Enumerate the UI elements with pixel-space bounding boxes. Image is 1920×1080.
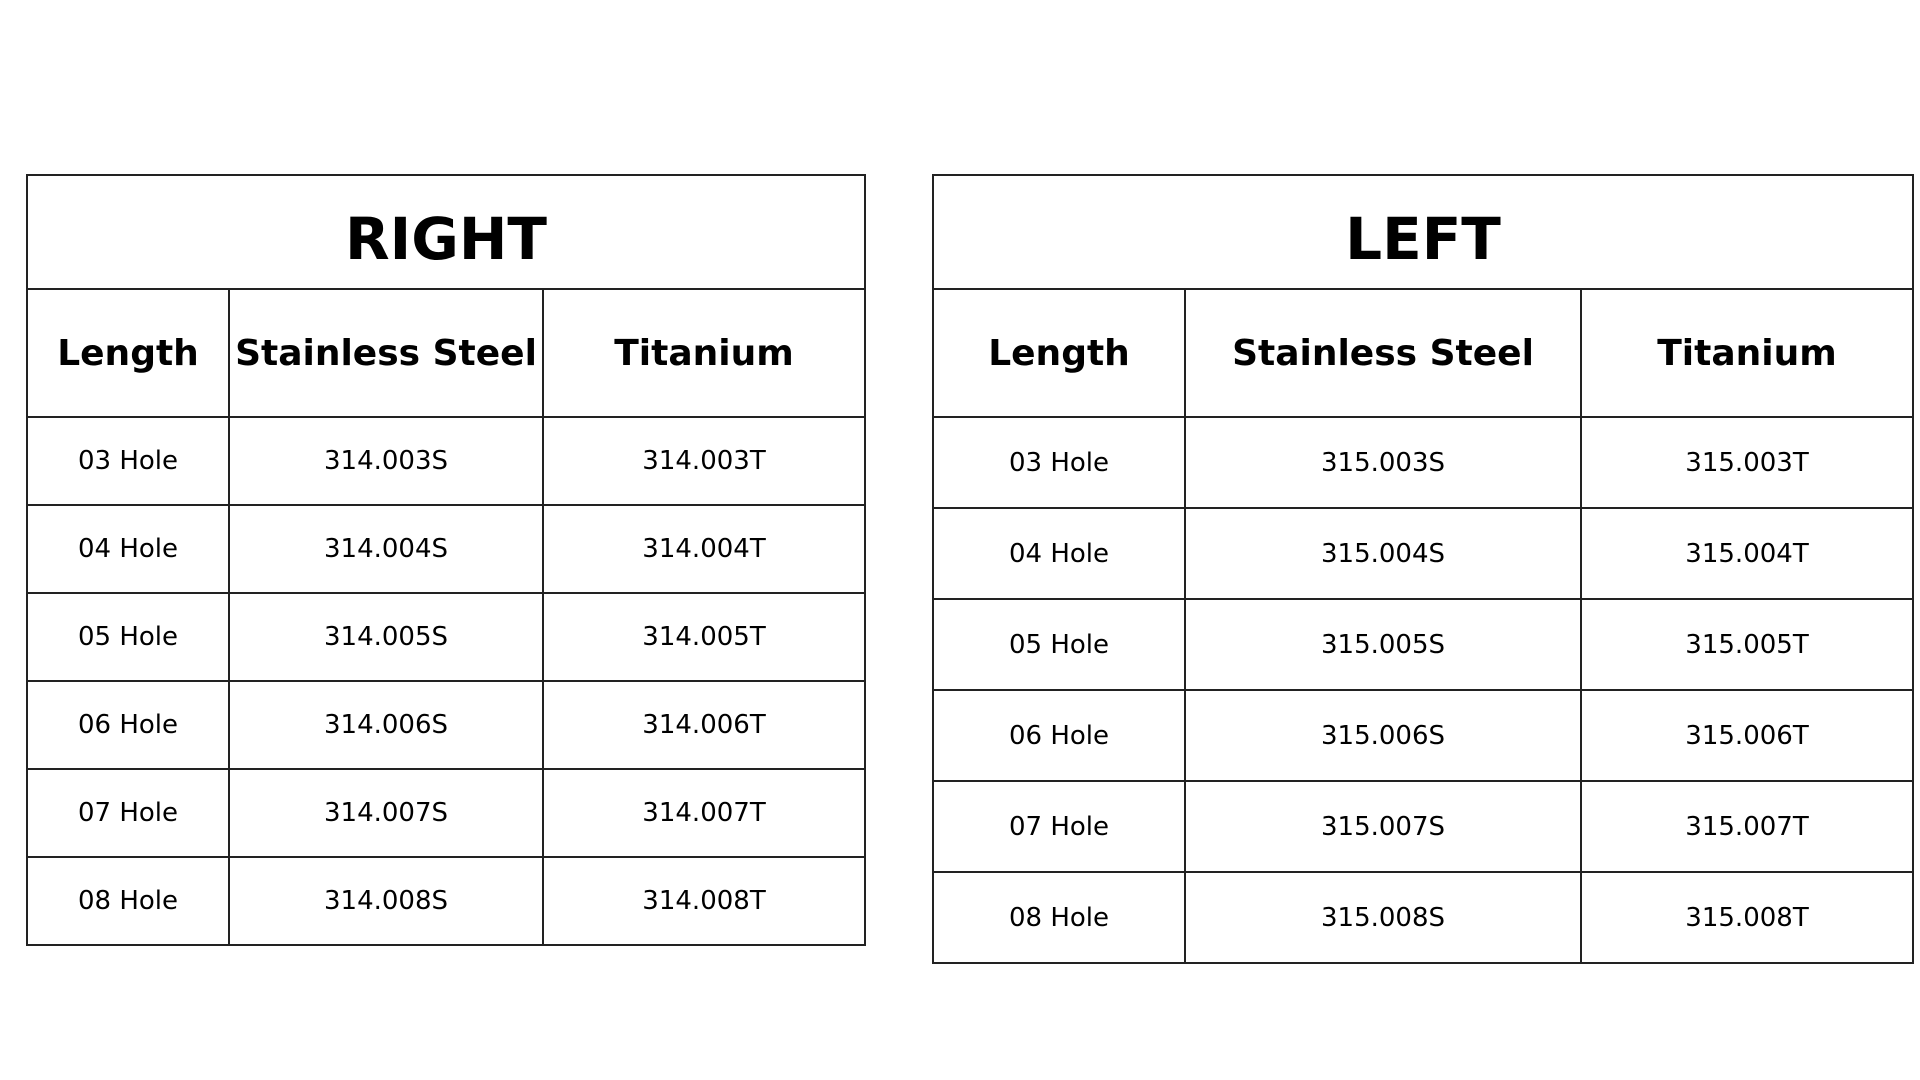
length-cell: 06 Hole	[27, 681, 229, 769]
stainless-steel-cell: 315.004S	[1185, 508, 1581, 599]
titanium-cell: 315.004T	[1581, 508, 1913, 599]
column-header-stainless-steel: Stainless Steel	[229, 289, 543, 417]
stainless-steel-cell: 314.008S	[229, 857, 543, 945]
titanium-cell: 314.008T	[543, 857, 865, 945]
stainless-steel-cell: 314.006S	[229, 681, 543, 769]
stainless-steel-cell: 315.003S	[1185, 417, 1581, 508]
table-title-row	[933, 175, 1913, 289]
length-cell: 08 Hole	[933, 872, 1185, 963]
table-row	[27, 857, 865, 945]
titanium-cell: 315.006T	[1581, 690, 1913, 781]
column-header-length: Length	[27, 289, 229, 417]
stainless-steel-cell: 314.007S	[229, 769, 543, 857]
table-row	[27, 681, 865, 769]
titanium-cell: 314.006T	[543, 681, 865, 769]
table-title: LEFT	[933, 175, 1913, 289]
table-row	[27, 417, 865, 505]
titanium-cell: 315.007T	[1581, 781, 1913, 872]
length-cell: 05 Hole	[27, 593, 229, 681]
titanium-cell: 314.005T	[543, 593, 865, 681]
table-row	[933, 417, 1913, 508]
stainless-steel-cell: 315.006S	[1185, 690, 1581, 781]
table-row	[933, 508, 1913, 599]
stainless-steel-cell: 315.007S	[1185, 781, 1581, 872]
stainless-steel-cell: 314.005S	[229, 593, 543, 681]
titanium-cell: 314.004T	[543, 505, 865, 593]
stainless-steel-cell: 314.004S	[229, 505, 543, 593]
length-cell: 07 Hole	[27, 769, 229, 857]
table-title: RIGHT	[27, 175, 865, 289]
titanium-cell: 315.008T	[1581, 872, 1913, 963]
right-table-container	[26, 174, 866, 946]
titanium-cell: 314.003T	[543, 417, 865, 505]
table-title-row	[27, 175, 865, 289]
length-cell: 07 Hole	[933, 781, 1185, 872]
stainless-steel-cell: 315.005S	[1185, 599, 1581, 690]
table-row	[27, 769, 865, 857]
column-header-titanium: Titanium	[1581, 289, 1913, 417]
length-cell: 06 Hole	[933, 690, 1185, 781]
stainless-steel-cell: 315.008S	[1185, 872, 1581, 963]
titanium-cell: 314.007T	[543, 769, 865, 857]
table-row	[27, 505, 865, 593]
table-header-row	[933, 289, 1913, 417]
column-header-titanium: Titanium	[543, 289, 865, 417]
column-header-stainless-steel: Stainless Steel	[1185, 289, 1581, 417]
left-table-container	[932, 174, 1914, 964]
table-row	[933, 781, 1913, 872]
column-header-length: Length	[933, 289, 1185, 417]
table-row	[933, 690, 1913, 781]
titanium-cell: 315.005T	[1581, 599, 1913, 690]
length-cell: 04 Hole	[933, 508, 1185, 599]
table-header-row	[27, 289, 865, 417]
length-cell: 03 Hole	[933, 417, 1185, 508]
stainless-steel-cell: 314.003S	[229, 417, 543, 505]
table-row	[933, 872, 1913, 963]
right-part-table	[26, 174, 866, 946]
length-cell: 08 Hole	[27, 857, 229, 945]
table-row	[27, 593, 865, 681]
titanium-cell: 315.003T	[1581, 417, 1913, 508]
length-cell: 04 Hole	[27, 505, 229, 593]
length-cell: 05 Hole	[933, 599, 1185, 690]
left-part-table	[932, 174, 1914, 964]
table-row	[933, 599, 1913, 690]
length-cell: 03 Hole	[27, 417, 229, 505]
